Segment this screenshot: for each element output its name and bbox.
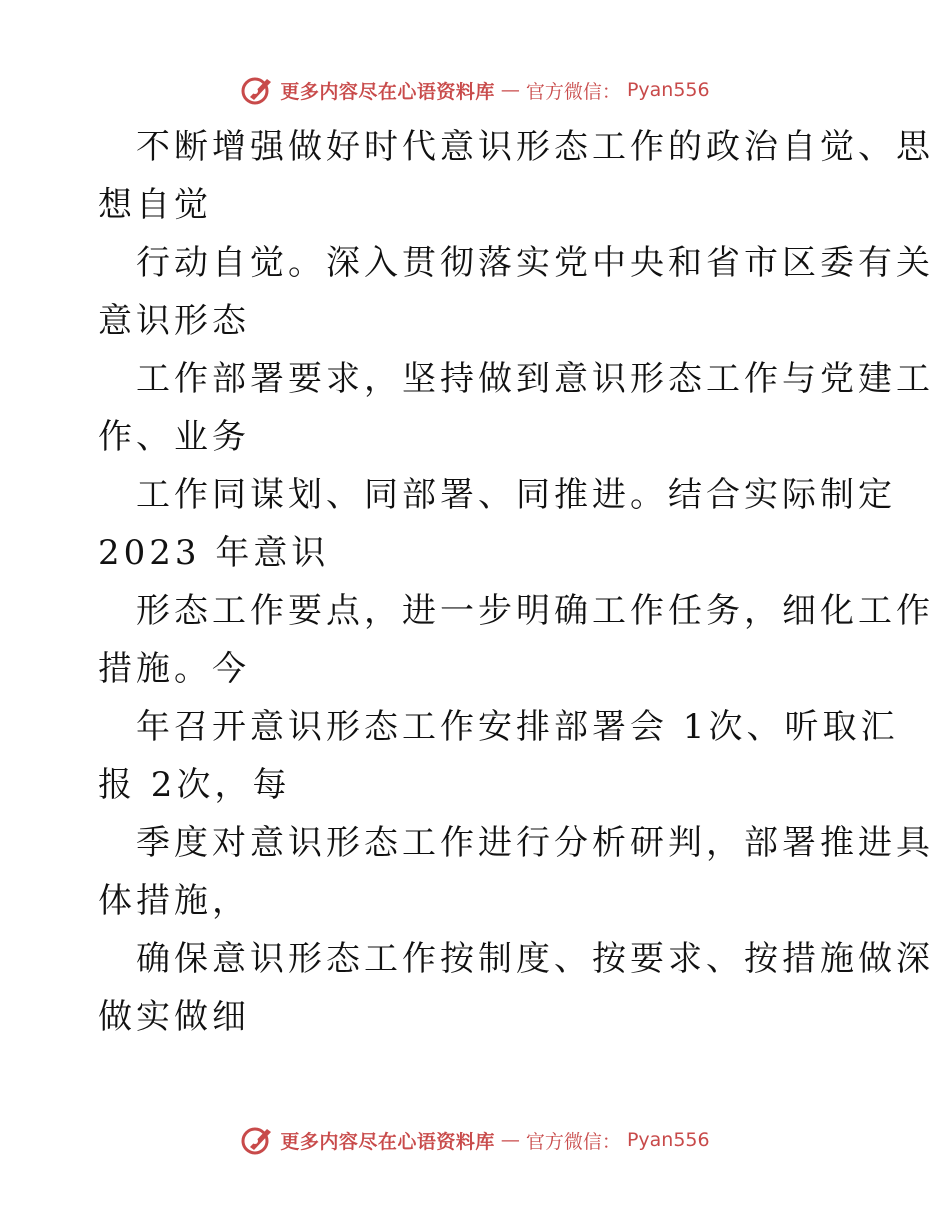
header-watermark bbox=[0, 70, 950, 110]
watermark-label: 官方微信： bbox=[525, 1130, 621, 1153]
body-line: 2023 年意识 bbox=[98, 533, 330, 573]
document-body bbox=[98, 118, 934, 1046]
body-line: 体措施， bbox=[98, 881, 250, 921]
pen-nib-circle-icon bbox=[240, 1123, 274, 1157]
body-line: 行动自觉。深入贯彻落实党中央和省市区委有关 bbox=[136, 243, 934, 283]
body-line: 做实做细 bbox=[98, 997, 250, 1037]
body-line: 年召开意识形态工作安排部署会 1次、听取汇 bbox=[136, 707, 899, 747]
body-line: 作、业务 bbox=[98, 417, 250, 457]
body-line: 不断增强做好时代意识形态工作的政治自觉、思 bbox=[136, 127, 934, 167]
body-line: 意识形态 bbox=[98, 301, 250, 341]
watermark-id: Pyan556 bbox=[626, 79, 710, 101]
watermark-dash: — bbox=[500, 1129, 520, 1151]
watermark-main-text: 更多内容尽在心语资料库 bbox=[280, 80, 495, 103]
body-line: 季度对意识形态工作进行分析研判，部署推进具 bbox=[136, 823, 934, 863]
body-line: 报 2次，每 bbox=[98, 765, 291, 805]
body-line: 确保意识形态工作按制度、按要求、按措施做深 bbox=[136, 939, 934, 979]
body-line: 工作部署要求，坚持做到意识形态工作与党建工 bbox=[136, 359, 934, 399]
watermark-dash: — bbox=[500, 79, 520, 101]
watermark-main-text: 更多内容尽在心语资料库 bbox=[280, 1130, 495, 1153]
watermark-id: Pyan556 bbox=[626, 1129, 710, 1151]
body-line: 想自觉 bbox=[98, 185, 212, 225]
pen-nib-circle-icon bbox=[240, 73, 274, 107]
body-line: 形态工作要点，进一步明确工作任务，细化工作 bbox=[136, 591, 934, 631]
body-line: 措施。今 bbox=[98, 649, 250, 689]
watermark-label: 官方微信： bbox=[525, 80, 621, 103]
footer-watermark bbox=[0, 1120, 950, 1160]
body-line: 工作同谋划、同部署、同推进。结合实际制定 bbox=[136, 475, 896, 515]
